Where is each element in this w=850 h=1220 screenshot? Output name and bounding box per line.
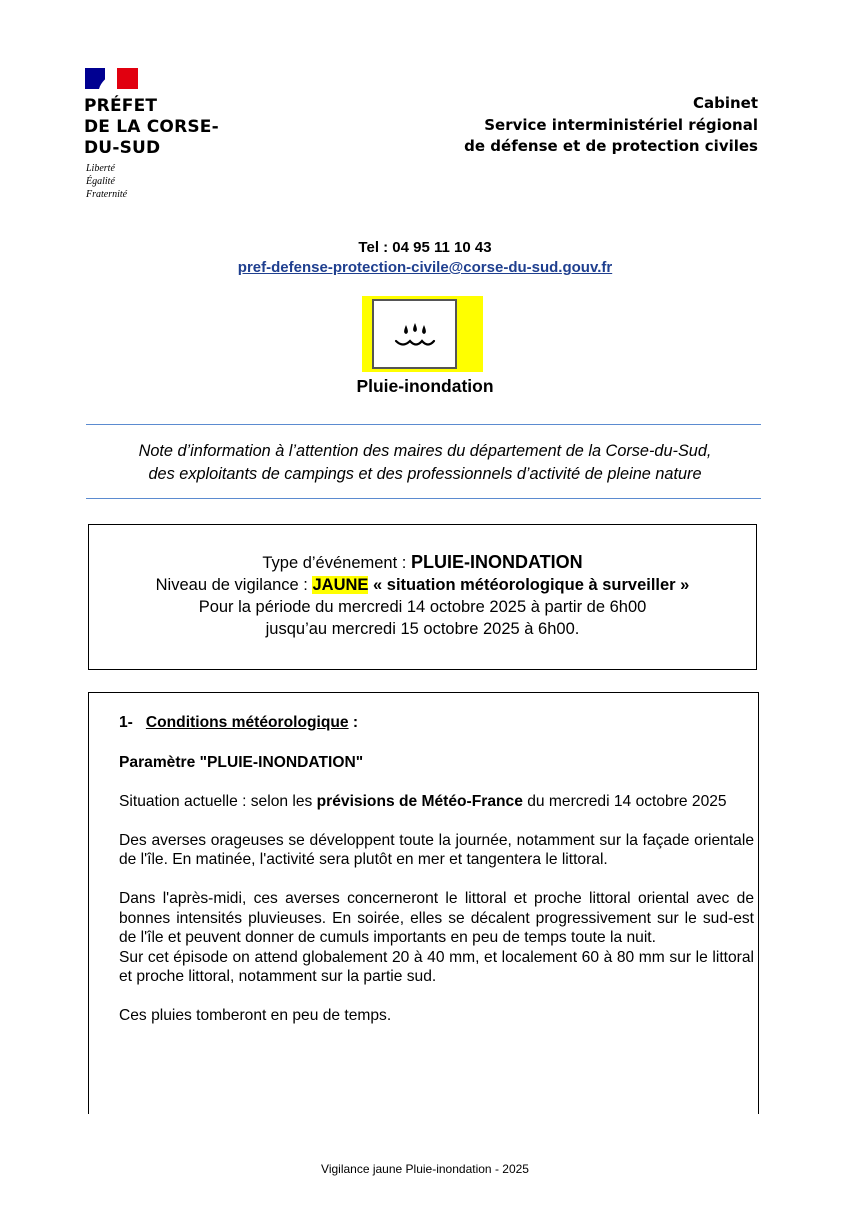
service-heading — [464, 93, 758, 158]
divider-bottom — [86, 498, 761, 499]
section-colon: : — [348, 714, 359, 731]
vigilance-level-line — [89, 574, 756, 596]
forecast-paragraph-3: Sur cet épisode on attend globalement 20 à 40 mm, et localement 60 à 80 mm sur le littoral et proche littoral, notamment sur la partie sud. — [119, 948, 754, 986]
service-line-2: Service interministériel régional — [484, 115, 758, 134]
section-heading — [119, 713, 754, 733]
note-line-1: Note d’information à l’attention des maires du département de la Corse-du-Sud, — [138, 442, 712, 460]
situation-prefix: Situation actuelle : selon les — [119, 793, 317, 811]
pictogram-caption: Pluie-inondation — [356, 376, 494, 396]
event-type-value: PLUIE-INONDATION — [410, 552, 583, 572]
event-summary-box — [88, 524, 757, 670]
pictogram-frame — [372, 299, 457, 369]
page-footer: Vigilance jaune Pluie-inondation - 2025 — [321, 1162, 529, 1176]
republic-motto — [86, 162, 127, 201]
vigilance-pictogram — [362, 296, 483, 372]
vigilance-level-desc: « situation météorologique à surveiller » — [373, 576, 690, 594]
contact-block — [0, 238, 850, 278]
period-line-1: Pour la période du mercredi 14 octobre 2025 à partir de 6h00 — [198, 598, 647, 616]
forecast-paragraph-2: Dans l'après-midi, ces averses concerneront le littoral et proche littoral oriental avec de bonnes intensités pluvieuses. En soirée, elles se décalent progressivement sur le sud-est de l'île et peuvent donner de cumuls importants en peu de temps toute la nuit. — [119, 889, 754, 947]
email-link[interactable]: pref-defense-protection-civile@corse-du-sud.gouv.fr — [237, 259, 613, 276]
phone-number: Tel : 04 95 11 10 43 — [358, 239, 492, 256]
service-line-1: Cabinet — [692, 94, 758, 112]
marianne-flag-logo — [85, 68, 138, 89]
situation-line — [119, 792, 754, 812]
parameter-heading: Paramètre "PLUIE-INONDATION" — [119, 753, 364, 771]
motto-fraternite: Fraternité — [86, 189, 128, 200]
conditions-box — [88, 692, 759, 1114]
flag-red — [117, 68, 138, 89]
divider-top — [86, 424, 761, 425]
forecast-paragraph-1: Des averses orageuses se développent toute la journée, notamment sur la façade orientale de l'île. En matinée, l'activité sera plutôt en mer et tangentera le littoral. — [119, 831, 754, 869]
event-type-label: Type d’événement : — [262, 554, 411, 572]
rain-flood-icon — [374, 301, 455, 367]
vigilance-level-label: Niveau de vigilance : — [155, 576, 313, 594]
prefet-title — [84, 96, 219, 159]
service-line-3: de défense et de protection civiles — [464, 137, 758, 155]
situation-suffix: du mercredi 14 octobre 2025 — [522, 793, 727, 811]
prefet-line-3: DU-SUD — [84, 138, 161, 158]
note-line-2: des exploitants de campings et des professionnels d’activité de pleine nature — [148, 465, 702, 483]
period-line-2: jusqu’au mercredi 15 octobre 2025 à 6h00. — [265, 620, 580, 638]
event-type-line — [89, 551, 756, 574]
forecast-paragraph-4: Ces pluies tomberont en peu de temps. — [119, 1006, 392, 1024]
prefet-line-1: PRÉFET — [84, 96, 158, 116]
section-title: Conditions météorologique — [145, 714, 349, 731]
motto-egalite: Égalité — [86, 176, 115, 187]
section-number: 1- — [119, 714, 133, 731]
prefet-line-2: DE LA CORSE- — [84, 117, 219, 137]
motto-liberte: Liberté — [86, 163, 115, 174]
vigilance-level-badge: JAUNE — [312, 576, 369, 594]
situation-source: prévisions de Météo-France — [316, 793, 523, 811]
information-note — [0, 440, 850, 486]
